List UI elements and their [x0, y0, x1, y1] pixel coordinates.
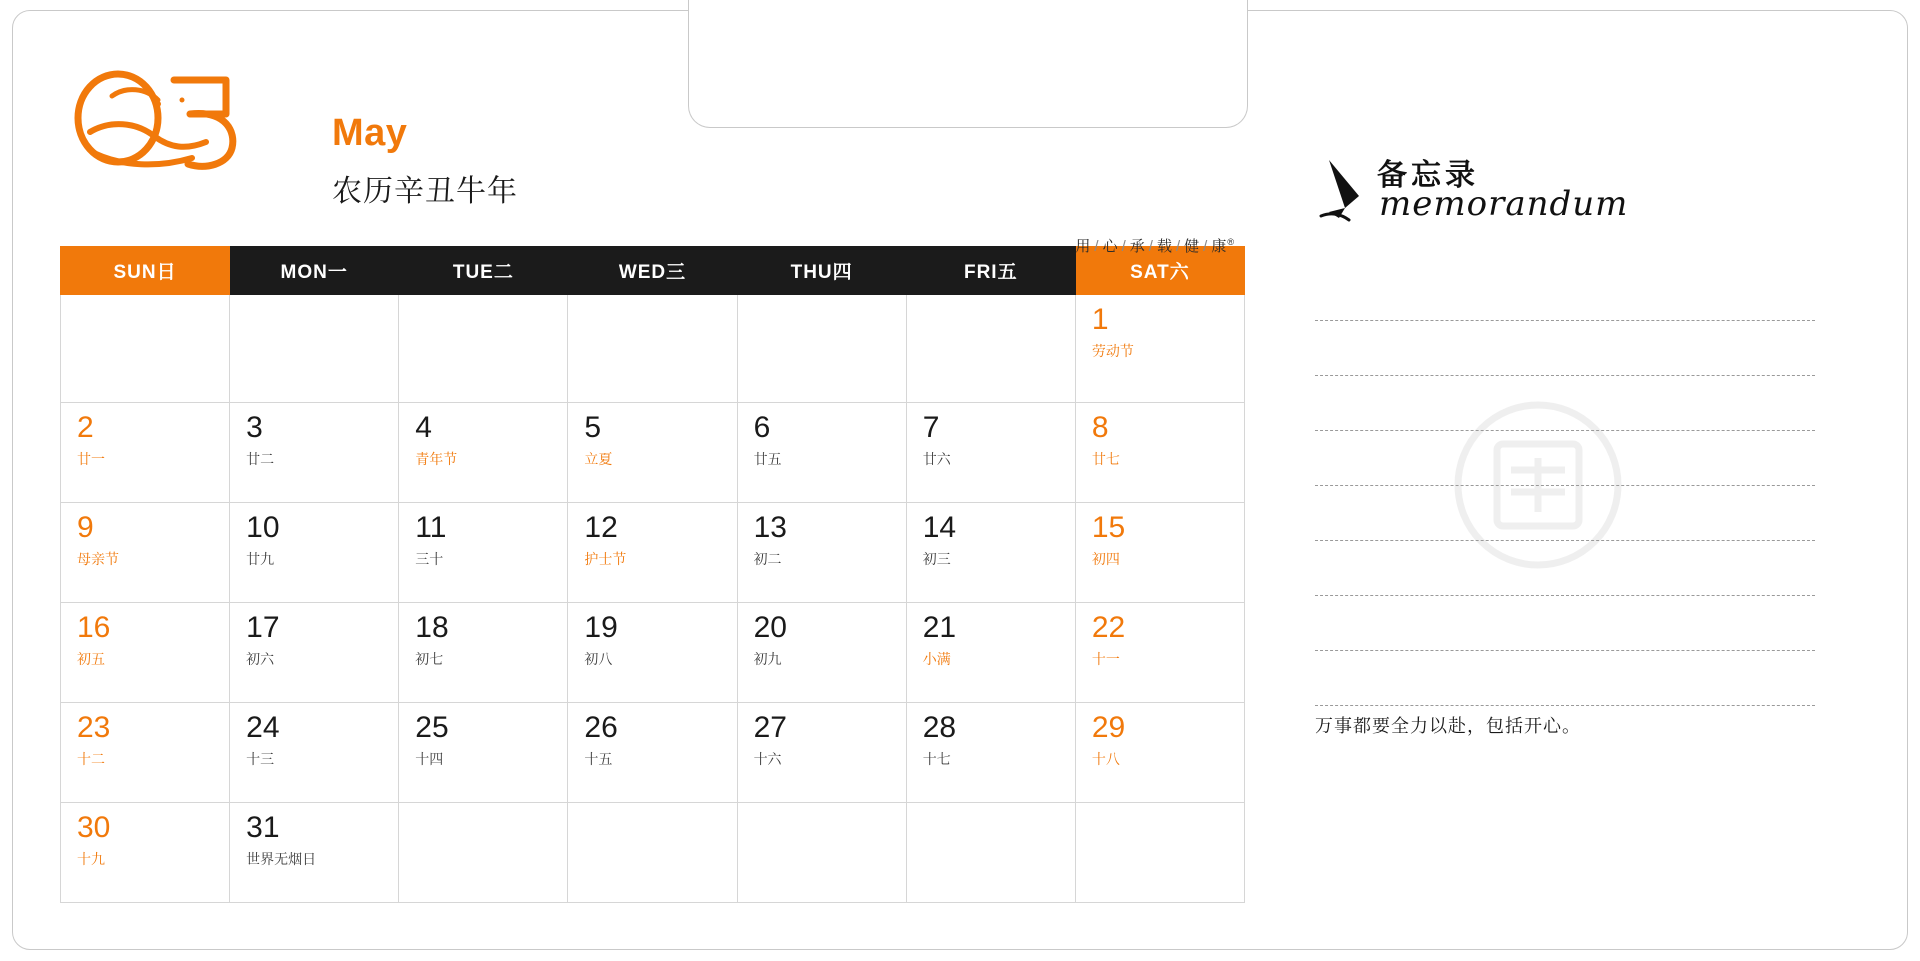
- calendar-day-cell[interactable]: [737, 503, 906, 603]
- day-number: 3: [246, 411, 263, 444]
- day-sublabel: 初六: [246, 651, 275, 667]
- slogan-char-3: 载: [1156, 238, 1173, 255]
- calendar-day-cell[interactable]: [399, 403, 568, 503]
- calendar-day-cell: [568, 803, 737, 903]
- day-number: 13: [753, 511, 787, 544]
- day-number: 28: [922, 711, 957, 744]
- day-number: 22: [1091, 611, 1126, 644]
- day-sublabel: 十二: [77, 751, 105, 767]
- memo-line[interactable]: [1315, 376, 1815, 431]
- calendar-day-cell[interactable]: [1075, 295, 1244, 403]
- memo-title-en: memorandum: [1379, 184, 1629, 224]
- calendar-day-cell[interactable]: [568, 603, 737, 703]
- calendar-week-row: [61, 703, 1245, 803]
- memo-line[interactable]: [1315, 541, 1815, 596]
- calendar-day-cell[interactable]: [737, 703, 906, 803]
- calendar-day-cell: [906, 803, 1075, 903]
- day-number: 16: [77, 611, 111, 644]
- day-number: 29: [1091, 711, 1126, 744]
- day-number: 27: [753, 711, 787, 744]
- calendar-day-cell[interactable]: [568, 503, 737, 603]
- memo-line[interactable]: [1315, 596, 1815, 651]
- calendar-day-cell[interactable]: [399, 603, 568, 703]
- calendar-week-row: [61, 603, 1245, 703]
- calendar-day-cell: [737, 803, 906, 903]
- day-sublabel: 立夏: [584, 451, 613, 467]
- day-sublabel: 十一: [1091, 651, 1120, 667]
- day-sublabel: 小满: [922, 651, 951, 667]
- day-number: 26: [584, 711, 618, 744]
- calendar-day-cell[interactable]: [230, 803, 399, 903]
- calendar-week-row: [61, 403, 1245, 503]
- weekday-header-4: THU四: [737, 247, 906, 295]
- day-number: 4: [415, 411, 432, 444]
- memo-quote: 万事都要全力以赴，包括开心。: [1315, 716, 1581, 737]
- memo-line[interactable]: [1315, 651, 1815, 706]
- calendar-section: [60, 60, 1245, 903]
- calendar-day-cell[interactable]: [399, 703, 568, 803]
- calendar-day-cell[interactable]: [61, 503, 230, 603]
- day-number: 8: [1091, 411, 1109, 444]
- calendar-day-cell[interactable]: [906, 403, 1075, 503]
- calendar-day-cell[interactable]: [230, 403, 399, 503]
- day-number: 12: [584, 511, 618, 544]
- day-number: 1: [1091, 303, 1109, 336]
- brand-slogan: 用 / 心 / 承 / 载 / 健 / 康®: [1075, 237, 1235, 255]
- calendar-day-cell: [906, 295, 1075, 403]
- calendar-day-cell[interactable]: [906, 703, 1075, 803]
- day-sublabel: 初八: [584, 651, 613, 667]
- day-sublabel: 母亲节: [77, 551, 119, 567]
- day-sublabel: 十八: [1091, 751, 1120, 767]
- lunar-year-label: 农历辛丑牛年: [332, 175, 518, 208]
- slogan-char-1: 心: [1102, 238, 1119, 255]
- day-sublabel: 十三: [246, 751, 275, 767]
- day-sublabel: 劳动节: [1091, 343, 1134, 359]
- day-number: 11: [415, 511, 447, 544]
- calendar-body: [61, 295, 1245, 903]
- day-number: 19: [584, 611, 618, 644]
- calendar-day-cell: [61, 295, 230, 403]
- weekday-header-3: WED三: [568, 247, 737, 295]
- day-sublabel: 十九: [77, 851, 105, 867]
- slogan-registered-mark: ®: [1227, 237, 1235, 247]
- calendar-day-cell[interactable]: [61, 803, 230, 903]
- day-sublabel: 十四: [415, 751, 444, 767]
- calendar-day-cell: [399, 295, 568, 403]
- day-sublabel: 廿二: [246, 451, 275, 467]
- day-sublabel: 初四: [1091, 551, 1120, 567]
- day-number: 20: [753, 611, 787, 644]
- top-tab-notch-mask: [690, 0, 1246, 10]
- day-sublabel: 初五: [77, 651, 105, 667]
- memo-line[interactable]: [1315, 321, 1815, 376]
- calendar-day-cell: [1075, 803, 1244, 903]
- day-sublabel: 廿六: [922, 451, 951, 467]
- day-sublabel: 廿五: [753, 451, 782, 467]
- day-sublabel: 初三: [922, 551, 951, 567]
- calendar-weekday-header-row: [61, 247, 1245, 295]
- calendar-day-cell[interactable]: [61, 603, 230, 703]
- weekday-header-2: TUE二: [399, 247, 568, 295]
- day-number: 21: [922, 611, 957, 644]
- day-sublabel: 初七: [415, 651, 444, 667]
- calendar-day-cell[interactable]: [1075, 403, 1244, 503]
- day-number: 7: [922, 411, 940, 444]
- weekday-header-6: SAT六: [1075, 247, 1244, 295]
- day-number: 2: [77, 411, 94, 444]
- calendar-grid: [60, 246, 1245, 903]
- day-sublabel: 廿七: [1091, 451, 1120, 467]
- memo-line[interactable]: [1315, 266, 1815, 321]
- calendar-day-cell[interactable]: [568, 403, 737, 503]
- calendar-header: [60, 60, 1245, 255]
- calendar-day-cell[interactable]: [230, 703, 399, 803]
- memo-line[interactable]: [1315, 486, 1815, 541]
- weekday-header-0: SUN日: [61, 247, 230, 295]
- day-sublabel: 十五: [584, 751, 613, 767]
- calendar-day-cell[interactable]: [1075, 503, 1244, 603]
- weekday-header-1: MON一: [230, 247, 399, 295]
- day-number: 6: [753, 411, 771, 444]
- slogan-char-5: 康: [1211, 238, 1228, 255]
- calendar-day-cell[interactable]: [61, 703, 230, 803]
- calendar-day-cell[interactable]: [737, 403, 906, 503]
- day-number: 14: [922, 511, 957, 544]
- slogan-char-0: 用: [1075, 238, 1092, 255]
- day-sublabel: 护士节: [584, 551, 627, 567]
- day-number: 9: [77, 511, 94, 544]
- calendar-day-cell: [737, 295, 906, 403]
- day-sublabel: 青年节: [415, 451, 458, 467]
- calendar-day-cell[interactable]: [568, 703, 737, 803]
- slogan-char-2: 承: [1129, 238, 1146, 255]
- day-number: 10: [246, 511, 280, 544]
- day-sublabel: 世界无烟日: [246, 851, 317, 867]
- day-number: 5: [584, 411, 602, 444]
- memo-line[interactable]: [1315, 431, 1815, 486]
- calendar-week-row: [61, 295, 1245, 403]
- slogan-char-4: 健: [1184, 238, 1201, 255]
- calendar-week-row: [61, 503, 1245, 603]
- calendar-day-cell: [568, 295, 737, 403]
- calendar-day-cell[interactable]: [61, 403, 230, 503]
- day-number: 30: [77, 811, 111, 844]
- memo-lines[interactable]: [1315, 266, 1815, 706]
- calendar-day-cell[interactable]: [737, 603, 906, 703]
- month-name-en: May: [332, 112, 408, 154]
- calendar-day-cell[interactable]: [399, 503, 568, 603]
- month-number-logo-icon: [66, 70, 246, 180]
- day-sublabel: 廿九: [246, 551, 275, 567]
- day-number: 25: [415, 711, 449, 744]
- pen-icon: [1315, 152, 1375, 222]
- day-number: 23: [77, 711, 111, 744]
- day-number: 24: [246, 711, 280, 744]
- calendar-day-cell[interactable]: [906, 503, 1075, 603]
- calendar-day-cell[interactable]: [1075, 603, 1244, 703]
- calendar-day-cell: [399, 803, 568, 903]
- calendar-day-cell[interactable]: [906, 603, 1075, 703]
- day-sublabel: 三十: [415, 551, 444, 567]
- calendar-day-cell[interactable]: [230, 503, 399, 603]
- day-sublabel: 初九: [753, 651, 782, 667]
- day-sublabel: 十六: [753, 751, 782, 767]
- weekday-header-5: FRI五: [906, 247, 1075, 295]
- calendar-day-cell[interactable]: [230, 603, 399, 703]
- day-number: 15: [1091, 511, 1126, 544]
- day-sublabel: 十七: [922, 751, 951, 767]
- day-sublabel: 初二: [753, 551, 782, 567]
- calendar-day-cell: [230, 295, 399, 403]
- day-number: 17: [246, 611, 280, 644]
- calendar-week-row: [61, 803, 1245, 903]
- day-number: 18: [415, 611, 449, 644]
- memo-title-cn: 备忘录: [1377, 159, 1479, 192]
- memo-section: [1315, 150, 1855, 870]
- day-number: 31: [246, 811, 280, 844]
- calendar-day-cell[interactable]: [1075, 703, 1244, 803]
- day-sublabel: 廿一: [77, 451, 105, 467]
